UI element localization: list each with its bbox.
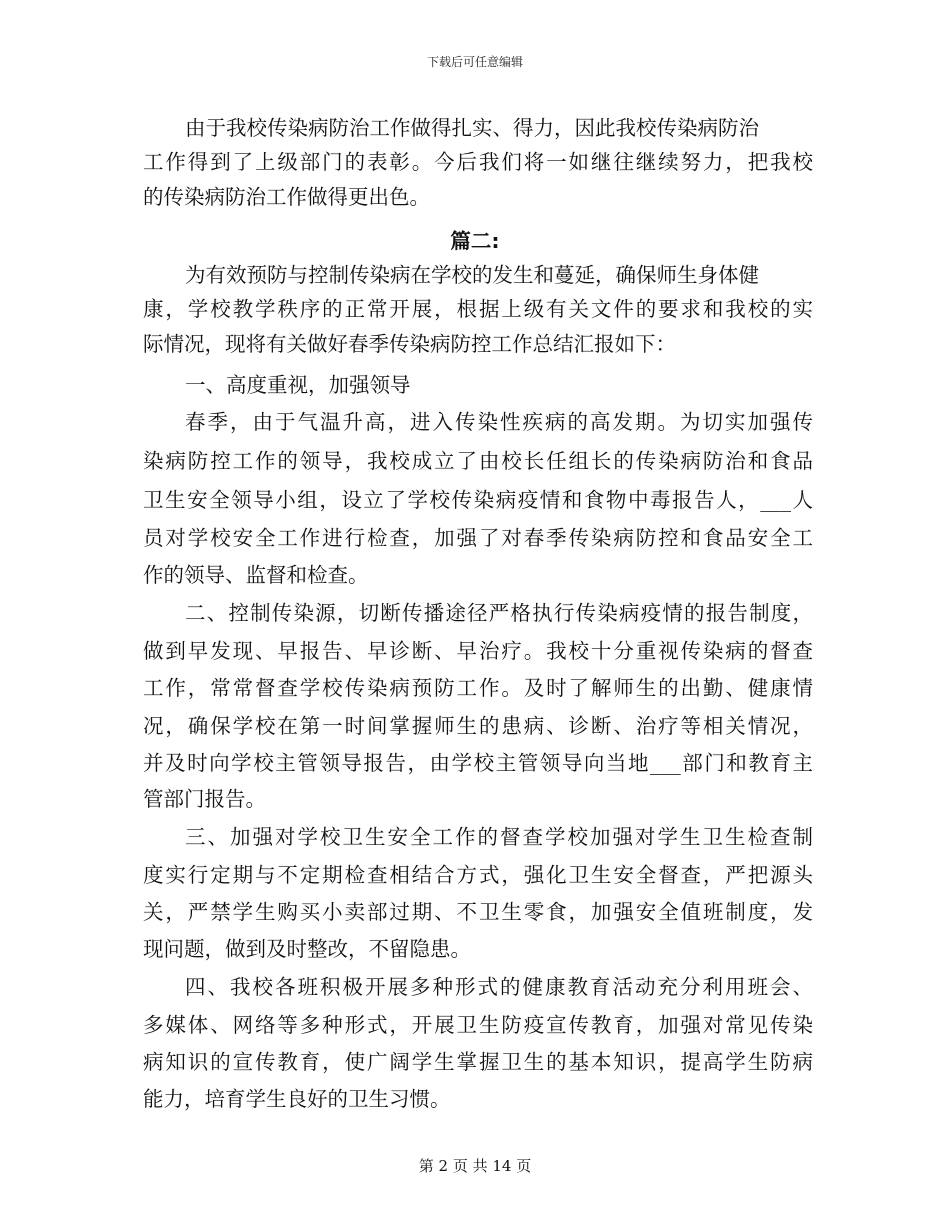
paragraph-line: 并及时向学校主管领导报告，由学校主管领导向当地___部门和教育主 [143, 751, 813, 775]
page-header-note: 下载后可任意编辑 [426, 55, 523, 69]
section-title: 篇二: [450, 229, 500, 253]
paragraph-line: 现问题，做到及时整改，不留隐患。 [143, 937, 471, 961]
paragraph-line: 染病防控工作的领导，我校成立了由校长任组长的传染病防治和食品 [143, 449, 813, 473]
paragraph-line: 能力，培育学生良好的卫生习惯。 [143, 1087, 451, 1111]
paragraph-line: 春季，由于气温升高，进入传染性疾病的高发期。为切实加强传 [185, 410, 813, 434]
paragraph-line: 况，确保学校在第一时间掌握师生的患病、诊断、治疗等相关情况， [143, 714, 813, 738]
paragraph-line: 由于我校传染病防治工作做得扎实、得力，因此我校传染病防治 [185, 116, 759, 140]
paragraph-line: 管部门报告。 [143, 787, 266, 811]
page-number: 第 2 页 共 14 页 [418, 1157, 532, 1175]
paragraph-line: 三、加强对学校卫生安全工作的督查学校加强对学生卫生检查制 [185, 825, 813, 849]
paragraph-line: 员对学校安全工作进行检查，加强了对春季传染病防控和食品安全工 [143, 526, 813, 550]
paragraph-line: 四、我校各班积极开展多种形式的健康教育活动充分利用班会、 [185, 975, 813, 999]
paragraph-line: 工作，常常督查学校传染病预防工作。及时了解师生的出勤、健康情 [143, 676, 813, 700]
paragraph-line: 病知识的宣传教育，使广阔学生掌握卫生的基本知识，提高学生防病 [143, 1050, 813, 1074]
paragraph-line: 多媒体、网络等多种形式，开展卫生防疫宣传教育，加强对常见传染 [143, 1013, 813, 1037]
paragraph-line: 卫生安全领导小组，设立了学校传染病疫情和食物中毒报告人，___人 [143, 488, 813, 512]
section-heading: 一、高度重视，加强领导 [185, 373, 411, 397]
paragraph-line: 二、控制传染源，切断传播途径严格执行传染病疫情的报告制度， [185, 601, 813, 625]
paragraph-line: 度实行定期与不定期检查相结合方式，强化卫生安全督查，严把源头 [143, 863, 813, 887]
paragraph-line: 康，学校教学秩序的正常开展，根据上级有关文件的要求和我校的实 [143, 297, 813, 321]
paragraph-line: 的传染病防治工作做得更出色。 [143, 185, 430, 209]
paragraph-line: 际情况，现将有关做好春季传染病防控工作总结汇报如下： [143, 332, 676, 356]
paragraph-line: 作的领导、监督和检查。 [143, 563, 369, 587]
paragraph-line: 为有效预防与控制传染病在学校的发生和蔓延，确保师生身体健 [185, 263, 759, 287]
paragraph-line: 关，严禁学生购买小卖部过期、不卫生零食，加强安全值班制度，发 [143, 900, 813, 924]
paragraph-line: 工作得到了上级部门的表彰。今后我们将一如继往继续努力，把我校 [143, 150, 813, 174]
paragraph-line: 做到早发现、早报告、早诊断、早治疗。我校十分重视传染病的督查 [143, 639, 813, 663]
